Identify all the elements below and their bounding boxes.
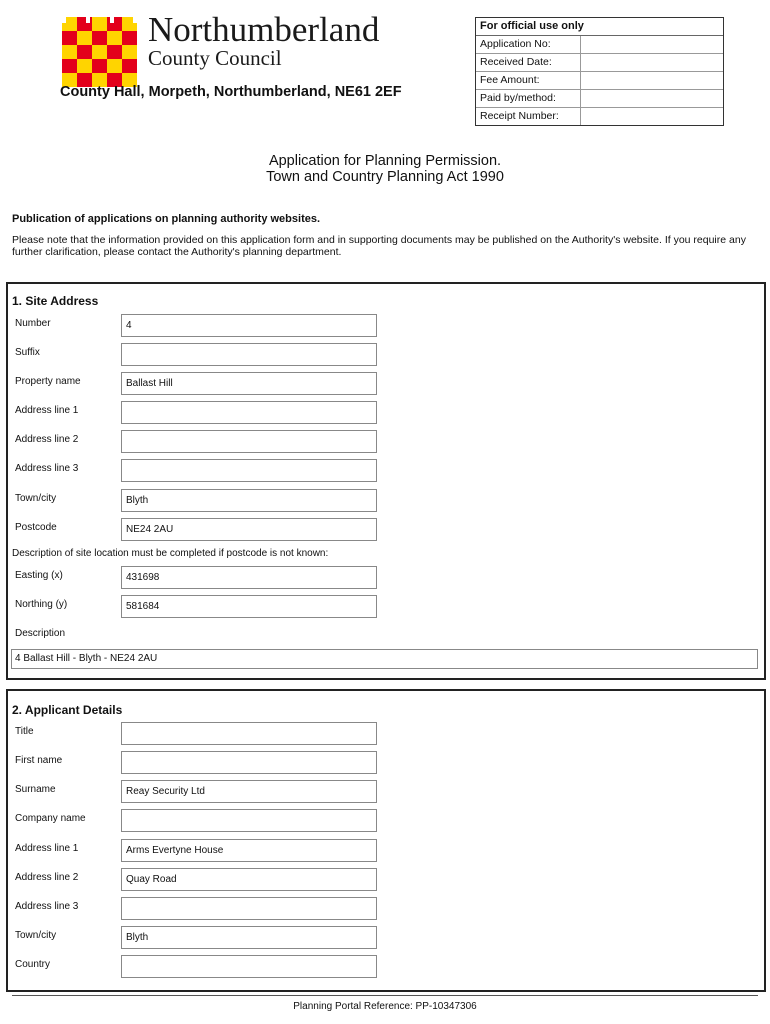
document-title (0, 153, 770, 185)
footer-divider (12, 995, 758, 996)
org-name: Northumberland (148, 10, 380, 49)
applicant-first-name-label: First name (15, 755, 63, 766)
site-suffix-input[interactable] (121, 343, 377, 366)
site-postcode-label: Postcode (15, 522, 57, 533)
document-title-line1: Application for Planning Permission. (268, 153, 502, 169)
document-title-line2: Town and Country Planning Act 1990 (266, 169, 504, 185)
description-label: Description (15, 628, 66, 639)
applicant-surname-label: Surname (15, 784, 56, 795)
site-address-line2-input[interactable] (121, 430, 377, 453)
applicant-address-line2-input[interactable]: Quay Road (121, 868, 377, 891)
official-row-value (581, 90, 723, 107)
official-row-value (581, 72, 723, 89)
official-row-label: Received Date: (476, 54, 581, 71)
site-postcode-input[interactable]: NE24 2AU (121, 518, 377, 541)
council-logo (62, 17, 137, 87)
site-property-name-label: Property name (15, 376, 81, 387)
site-address-line1-input[interactable] (121, 401, 377, 424)
official-row-label: Paid by/method: (476, 90, 581, 107)
applicant-address-line1-input[interactable]: Arms Evertyne House (121, 839, 377, 862)
official-use-heading: For official use only (476, 18, 723, 36)
site-address-line3-label: Address line 3 (15, 463, 79, 474)
official-row-label: Receipt Number: (476, 108, 581, 125)
applicant-address-line1-label: Address line 1 (15, 843, 79, 854)
official-row (476, 108, 723, 125)
applicant-details-section (6, 689, 766, 992)
site-address-line1-label: Address line 1 (15, 405, 79, 416)
site-number-label: Number (15, 318, 51, 329)
easting-input[interactable]: 431698 (121, 566, 377, 589)
applicant-company-input[interactable] (121, 809, 377, 832)
site-address-line2-label: Address line 2 (15, 434, 79, 445)
applicant-title-input[interactable] (121, 722, 377, 745)
site-property-name-input[interactable]: Ballast Hill (121, 372, 377, 395)
applicant-title-label: Title (15, 726, 34, 737)
site-number-input[interactable]: 4 (121, 314, 377, 337)
northing-input[interactable]: 581684 (121, 595, 377, 618)
council-address: County Hall, Morpeth, Northumberland, NE61 2EF (60, 84, 402, 100)
official-row-value (581, 108, 723, 125)
applicant-country-label: Country (15, 959, 51, 970)
official-use-table (475, 17, 724, 126)
northing-label: Northing (y) (15, 599, 68, 610)
official-row-value (581, 54, 723, 71)
applicant-address-line2-label: Address line 2 (15, 872, 79, 883)
site-address-title: 1. Site Address (12, 294, 99, 308)
site-town-input[interactable]: Blyth (121, 489, 377, 512)
site-town-label: Town/city (15, 493, 57, 504)
applicant-first-name-input[interactable] (121, 751, 377, 774)
site-address-section (6, 282, 766, 680)
portal-reference: Planning Portal Reference: PP-10347306 (293, 1001, 477, 1012)
applicant-details-title: 2. Applicant Details (12, 703, 123, 717)
official-row-value (581, 36, 723, 53)
applicant-company-label: Company name (15, 813, 86, 824)
easting-label: Easting (x) (15, 570, 63, 581)
official-row (476, 72, 723, 90)
publication-heading: Publication of applications on planning authority websites. (12, 213, 321, 225)
official-row-label: Application No: (476, 36, 581, 53)
official-row (476, 90, 723, 108)
official-row (476, 54, 723, 72)
applicant-address-line3-input[interactable] (121, 897, 377, 920)
site-location-note: Description of site location must be completed if postcode is not known: (12, 548, 329, 559)
applicant-address-line3-label: Address line 3 (15, 901, 79, 912)
org-subtitle: County Council (148, 46, 282, 70)
description-input[interactable]: 4 Ballast Hill - Blyth - NE24 2AU (11, 649, 758, 669)
publication-notice: Please note that the information provided on this application form and in supporting documents may be published on the Authority's website. If you require any further clarification, please contact the Authority's planning department. (12, 234, 746, 258)
applicant-town-input[interactable]: Blyth (121, 926, 377, 949)
site-suffix-label: Suffix (15, 347, 40, 358)
applicant-country-input[interactable] (121, 955, 377, 978)
official-row (476, 36, 723, 54)
applicant-town-label: Town/city (15, 930, 57, 941)
official-row-label: Fee Amount: (476, 72, 581, 89)
applicant-surname-input[interactable]: Reay Security Ltd (121, 780, 377, 803)
site-address-line3-input[interactable] (121, 459, 377, 482)
